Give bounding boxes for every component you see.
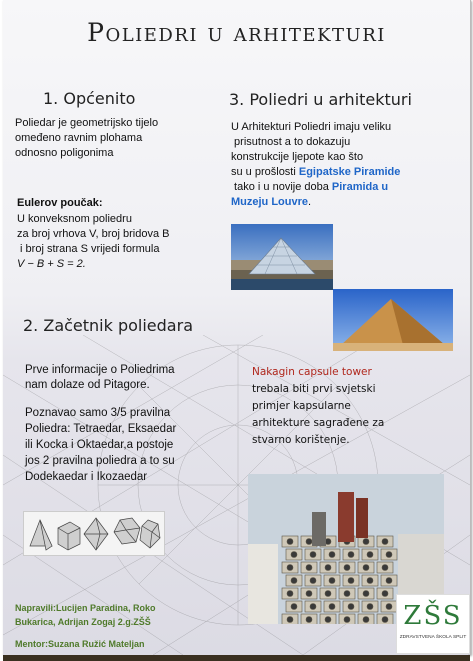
capsule-window [382, 617, 388, 623]
section1-definition [15, 116, 158, 161]
egyptian-pyramids-highlight: Egipatske Piramide [298, 166, 401, 178]
capsule-window [367, 578, 373, 584]
capsule-window [344, 565, 350, 571]
credits-line: Napravili:Lucijen Paradina, Roko [15, 603, 156, 613]
capsule-window [363, 591, 369, 597]
section3-text [231, 120, 461, 210]
capsule-window [287, 591, 293, 597]
intro-line: Prve informacije o Poliedrima [25, 364, 175, 376]
body-line: jos 2 pravilna poliedra a to su [25, 455, 175, 467]
section3-line-prefix: tako i u novije doba [231, 181, 332, 193]
section1-heading: 1. Općenito [43, 89, 136, 108]
capsule-window [310, 552, 316, 558]
definition-line: Poliedar je geometrijsko tijelo [15, 117, 159, 129]
capsule-window [344, 591, 350, 597]
capsule-window [325, 617, 331, 623]
credits [15, 601, 156, 651]
mentor-line: Mentor:Suzana Ružić Mateljan [15, 639, 145, 649]
nakagin-text [252, 364, 384, 449]
louvre-pyramid-highlight: Piramida u [331, 181, 389, 193]
nakagin-line: arhitekture sagrađene za [252, 417, 385, 429]
capsule-window [310, 604, 316, 610]
nakagin-line: primjer kapsularne [252, 400, 351, 412]
capsule-window [329, 552, 335, 558]
logo-letters: ZŠS [403, 601, 463, 631]
capsule-window [382, 539, 388, 545]
body-line: Poznavao samo 3/5 pravilna [25, 407, 171, 419]
school-logo [396, 594, 470, 654]
louvre-pyramid-photo [231, 224, 333, 290]
capsule-window [348, 552, 354, 558]
section3-line [231, 195, 461, 210]
section3-line [231, 165, 461, 180]
capsule-window [382, 591, 388, 597]
capsule-window [306, 617, 312, 623]
logo-caption: ZDRAVSTVENA ŠKOLA SPLIT [399, 635, 467, 640]
capsule-window [367, 552, 373, 558]
capsule-window [310, 578, 316, 584]
section2-heading: 2. Začetnik poliedara [23, 316, 193, 335]
euler-line: U konveksnom poliedru [17, 213, 132, 225]
capsule-window [287, 539, 293, 545]
bottom-border [3, 655, 470, 661]
capsule-window [325, 565, 331, 571]
definition-line: odnosno poligonima [15, 147, 114, 159]
nakagin-line: trebala biti prvi svjetski [252, 383, 376, 395]
nakagin-title: Nakagin capsule tower [252, 366, 372, 378]
capsule-window [287, 565, 293, 571]
capsule-window [306, 565, 312, 571]
euler-line: i broj strana S vrijedi formula [17, 243, 160, 255]
section3-line: konstrukcije ljepote kao što [231, 151, 364, 163]
capsule-window [329, 578, 335, 584]
capsule-window [325, 591, 331, 597]
poster [3, 0, 471, 655]
section2-body [25, 405, 176, 485]
capsule-window [306, 591, 312, 597]
capsule-window [291, 604, 297, 610]
body-line: Dodekaedar i Ikozaedar [25, 471, 148, 483]
credits-line: Bukarica, Adrijan Zogaj 2.g.ZŠŠ [15, 617, 151, 627]
capsule-window [291, 578, 297, 584]
intro-line: nam dolaze od Pitagore. [25, 379, 150, 391]
section3-line: U Arhitekturi Poliedri imaju veliku [231, 121, 392, 133]
capsule-window [363, 539, 369, 545]
page-title: Poliedri u arhitekturi [87, 18, 386, 47]
capsule-window [291, 552, 297, 558]
body-line: Poliedra: Tetraedar, Eksaedar [25, 423, 177, 435]
louvre-museum-highlight: Muzeju Louvre [231, 196, 309, 208]
capsule-window [367, 604, 373, 610]
euler-line: za broj vrhova V, broj bridova B [17, 228, 170, 240]
body-line: ili Kocka i Oktaedar,a postoje [25, 439, 174, 451]
platonic-solids-image [23, 511, 165, 556]
section2-intro [25, 363, 175, 393]
capsule-window [348, 578, 354, 584]
definition-line: omeđeno ravnim plohama [15, 132, 143, 144]
euler-heading: Eulerov poučak: [17, 197, 103, 209]
section3-line-prefix: su u prošlosti [231, 166, 299, 178]
capsule-window [329, 604, 335, 610]
section3-line [231, 180, 461, 195]
section3-heading: 3. Poliedri u arhitekturi [229, 90, 412, 109]
capsule-window [363, 617, 369, 623]
capsule-window [363, 565, 369, 571]
egyptian-pyramid-photo [333, 289, 453, 351]
capsule-window [287, 617, 293, 623]
euler-text [17, 212, 169, 272]
capsule-window [348, 604, 354, 610]
euler-formula: V − B + S = 2. [17, 258, 86, 270]
section3-line: prisutnost a to dokazuju [231, 136, 351, 148]
capsule-window [344, 617, 350, 623]
nakagin-line: stvarno korištenje. [252, 434, 350, 446]
capsule-window [382, 565, 388, 571]
capsule-window [386, 604, 392, 610]
capsule-window [306, 539, 312, 545]
capsule-window [386, 552, 392, 558]
capsule-window [386, 578, 392, 584]
section3-line-suffix: . [308, 196, 312, 208]
